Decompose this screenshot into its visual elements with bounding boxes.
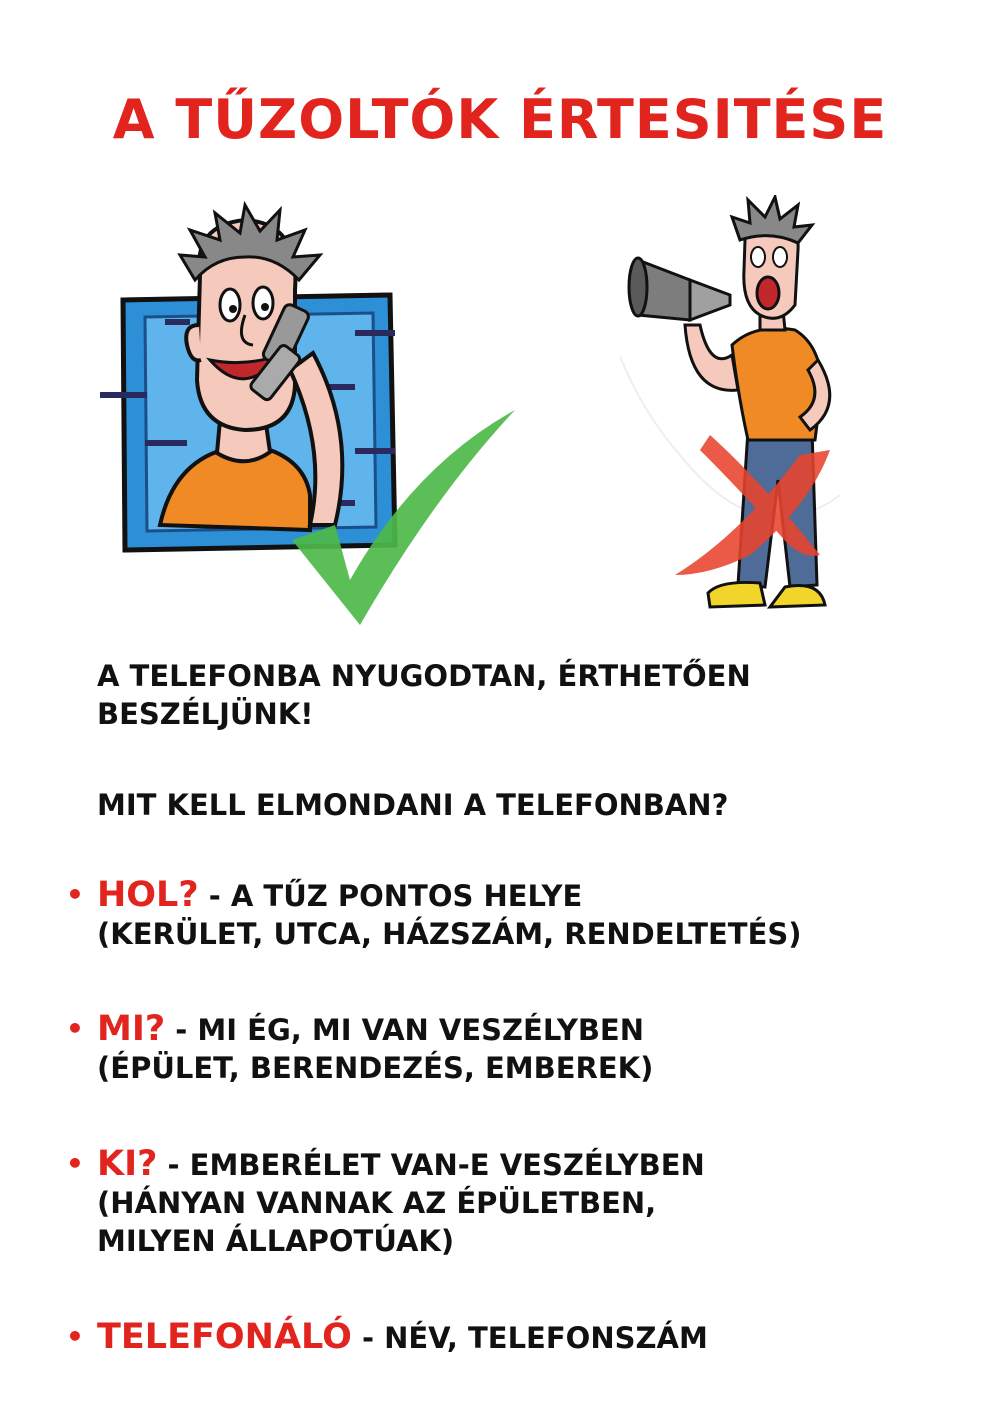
page-title: A TŰZOLTÓK ÉRTESITÉSE	[112, 88, 888, 151]
bullet-dot: •	[66, 1012, 84, 1045]
bullet-key: KI?	[97, 1144, 158, 1184]
bullet-text: - MI ÉG, MI VAN VESZÉLYBEN	[165, 1013, 645, 1047]
bullet-key: HOL?	[97, 875, 199, 915]
bullet-detail: (HÁNYAN VANNAK AZ ÉPÜLETBEN,	[97, 1186, 657, 1220]
bullet-dot: •	[66, 1320, 84, 1353]
bullet-text: - EMBERÉLET VAN-E VESZÉLYBEN	[157, 1148, 705, 1182]
question-heading: MIT KELL ELMONDANI A TELEFONBAN?	[97, 788, 729, 822]
bullet-dot: •	[66, 1147, 84, 1180]
intro-line-2: BESZÉLJÜNK!	[97, 697, 314, 731]
megaphone-shouter-illustration	[620, 195, 860, 625]
bullet-detail: MILYEN ÁLLAPOTÚAK)	[97, 1224, 455, 1258]
bullet-detail: (KERÜLET, UTCA, HÁZSZÁM, RENDELTETÉS)	[97, 917, 802, 951]
bullet-key: TELEFONÁLÓ	[97, 1317, 352, 1357]
intro-line-1: A TELEFONBA NYUGODTAN, ÉRTHETŐEN	[97, 659, 751, 693]
bullet-key: MI?	[97, 1009, 166, 1049]
bullet-text: - NÉV, TELEFONSZÁM	[351, 1321, 708, 1355]
bullet-dot: •	[66, 878, 84, 911]
phone-caller-illustration	[95, 195, 525, 635]
bullet-detail: (ÉPÜLET, BERENDEZÉS, EMBEREK)	[97, 1051, 654, 1085]
bullet-text: - A TŰZ PONTOS HELYE	[198, 879, 583, 913]
